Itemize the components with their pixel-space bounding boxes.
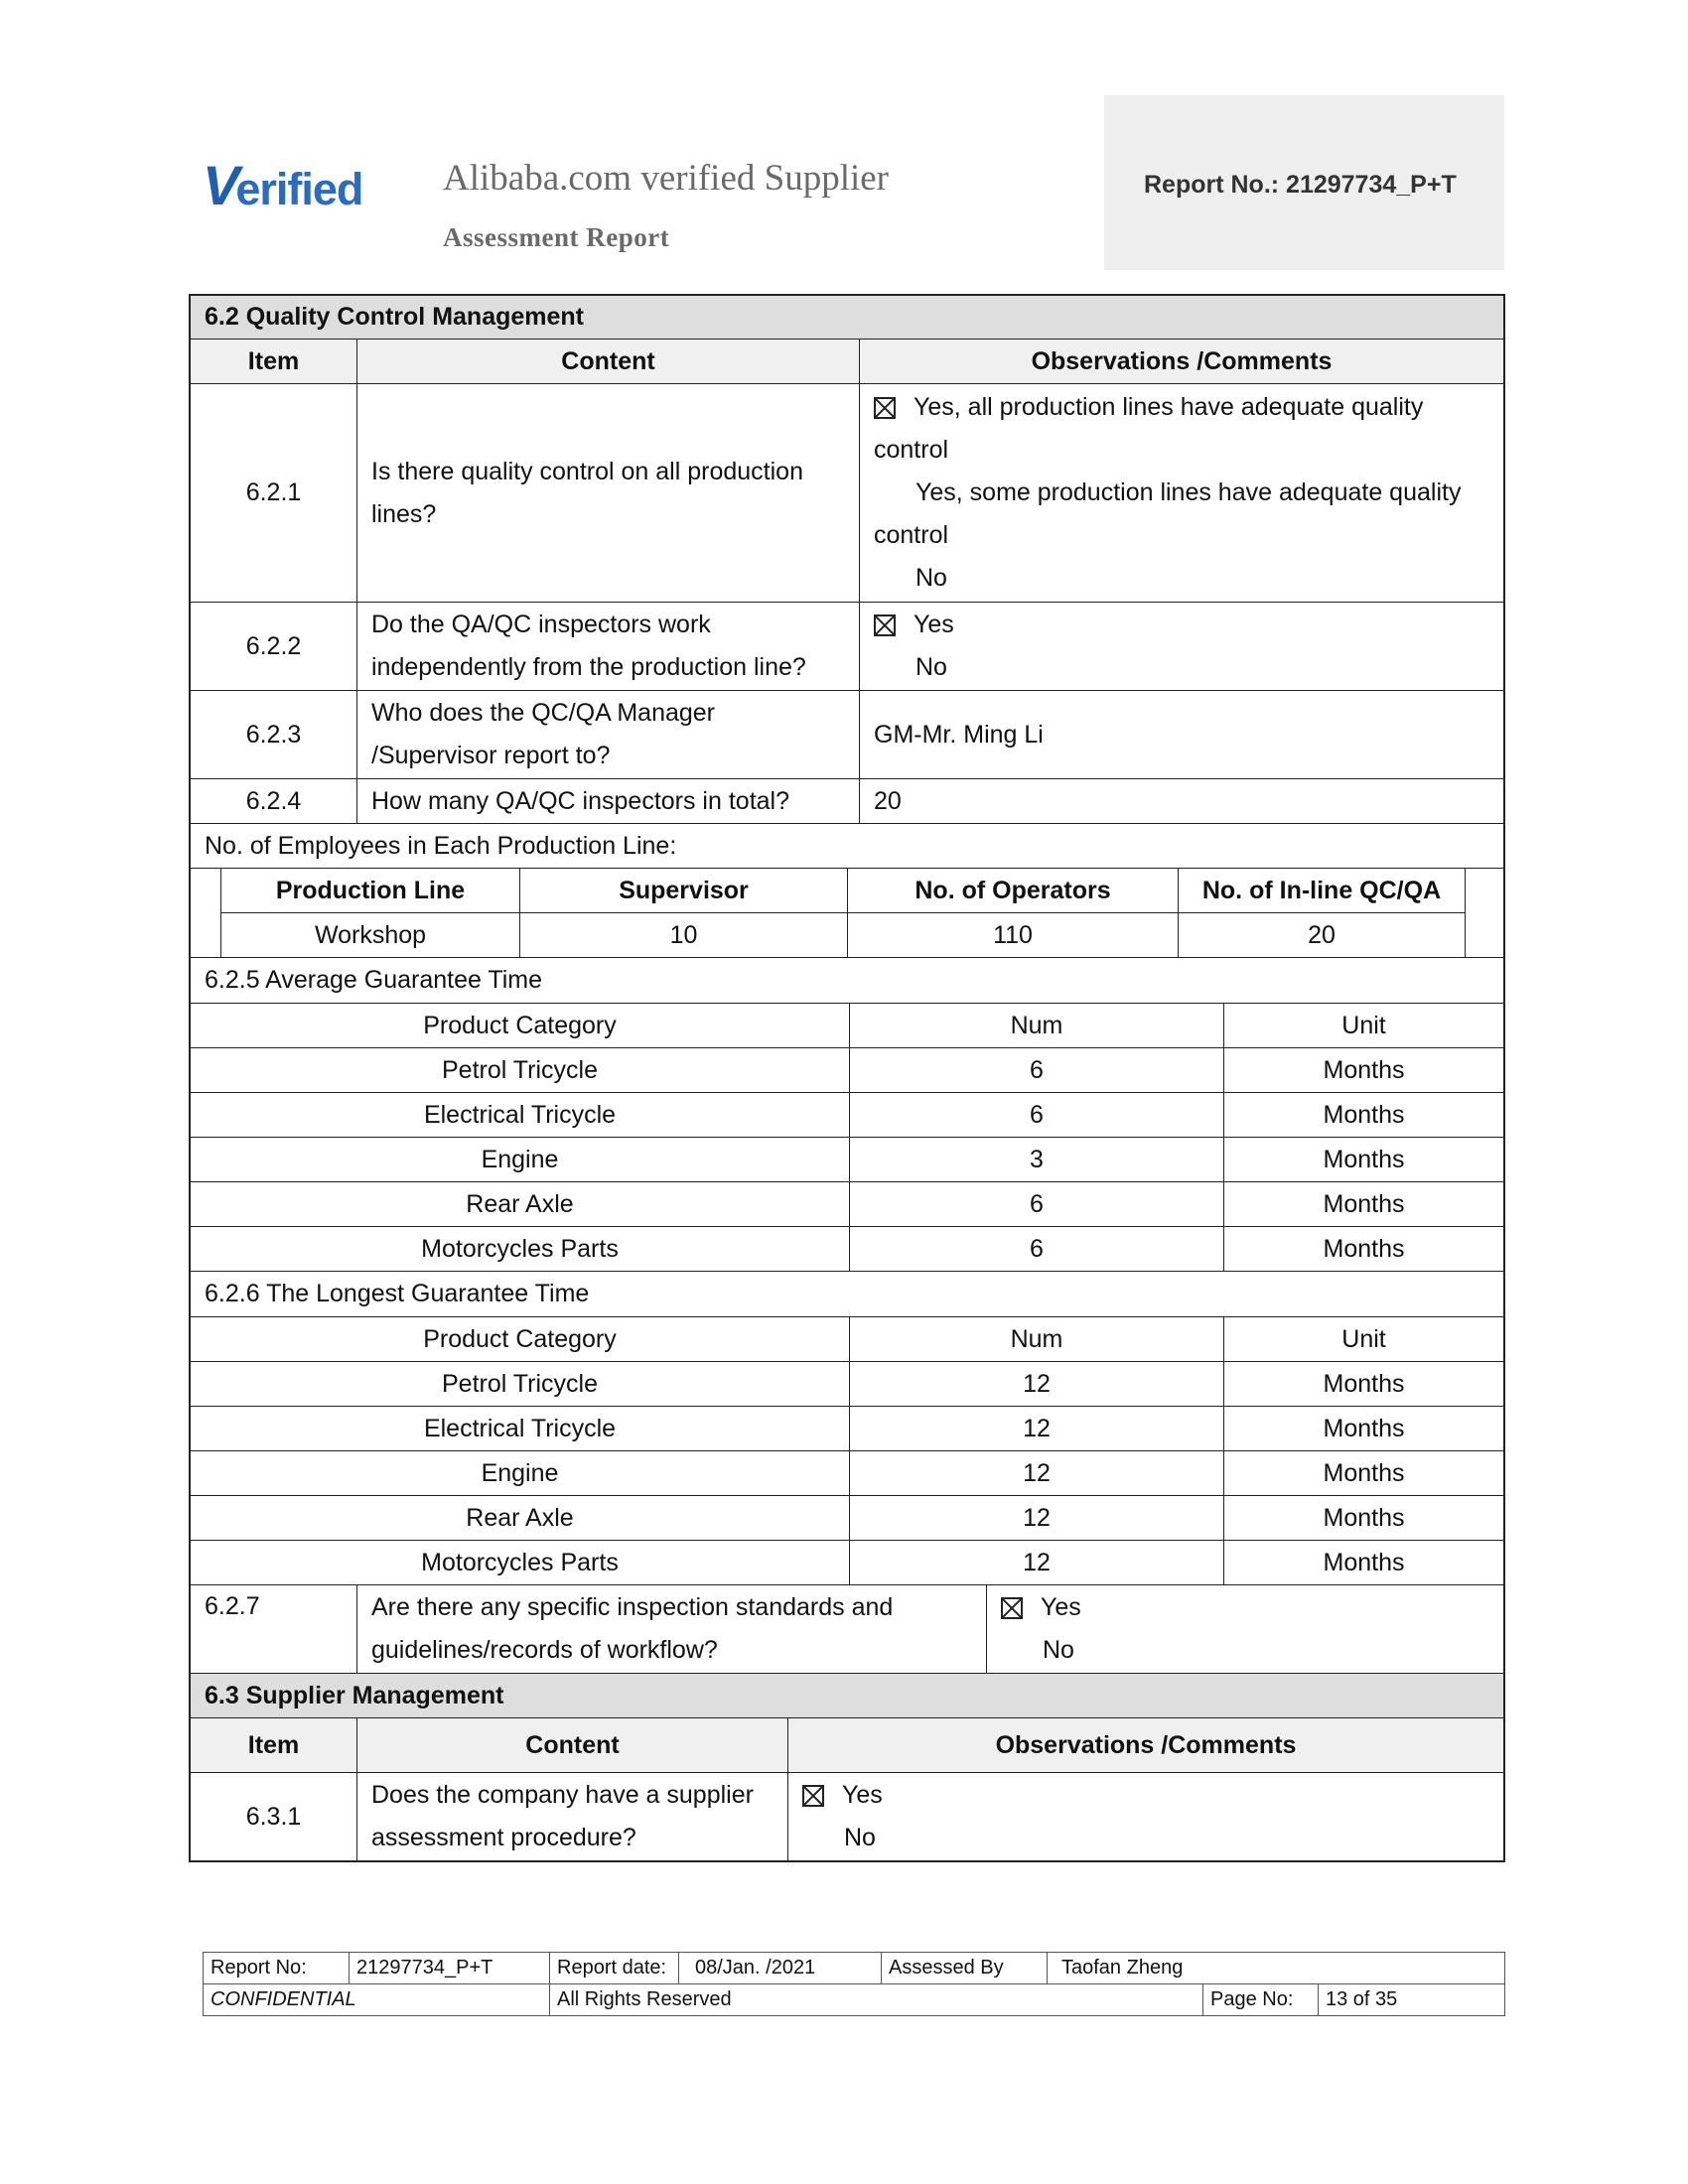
- assessment-table: 6.2 Quality Control Management Item Content Observations /Comments 6.2.1 Is there quality control on all production lines? Yes, all production lines have adequate quality control Yes, some production lines have adequate quality control No 6.2.2 Do the QA/QC inspectors work independently from the production line? Yes No 6.2.3 Who does the QC/QA Manager /Supervisor report to? GM-Mr. Ming Li 6.2.4 How many QA/QC inspectors in total? 20 No. of Employees in Each Production Line: Production Line Supervisor No. of Operators No. of In-line QC/QA Workshop 10 110 20 6.2.5 Average Guarantee Time Product Category Num Unit Petrol Tricycle 6 Months Electrical Tricycle 6 Months Engine 3 Months Rear Axle 6 Months Motorcycles Parts 6 Months 6.2.6 The Longest Guarantee Time Product Category Num Unit Petrol Tricycle 12 Months Electrical Tricycle 12 Months Engine 12 Months Rear Axle 12 Months Motorcycles Parts 12 Months 6.2.7 Are there any specific inspection standards and guidelines/records of workflow? Yes No 6.3 Supplier Management Item Content Observations /Comments 6.3.1 Does the company have a supplier assessment procedure? Yes No: [189, 294, 1505, 1862]
- checked-checkbox-icon: [874, 397, 896, 419]
- table-row: Engine 12 Months: [191, 1451, 1503, 1496]
- table-row: Electrical Tricycle 6 Months: [191, 1093, 1503, 1138]
- table-row: Motorcycles Parts 12 Months: [191, 1541, 1503, 1585]
- checked-checkbox-icon: [874, 614, 896, 636]
- table-row: Rear Axle 6 Months: [191, 1182, 1503, 1227]
- table-row: 6.2.4 How many QA/QC inspectors in total? 20: [191, 779, 1503, 824]
- production-line-table: Production Line Supervisor No. of Operators No. of In-line QC/QA Workshop 10 110 20: [191, 869, 1503, 958]
- checked-checkbox-icon: [802, 1785, 824, 1807]
- table-row: 6.2.3 Who does the QC/QA Manager /Supervisor report to? GM-Mr. Ming Li: [191, 691, 1503, 779]
- table-row: Petrol Tricycle 6 Months: [191, 1048, 1503, 1093]
- employees-title-row: No. of Employees in Each Production Line:: [191, 824, 1503, 869]
- observation: Yes, all production lines have adequate quality control Yes, some production lines have adequate quality control No: [874, 393, 1462, 592]
- report-title: Alibaba.com verified Supplier: [443, 158, 890, 199]
- checked-checkbox-icon: [1001, 1597, 1023, 1619]
- table-row: Rear Axle 12 Months: [191, 1496, 1503, 1541]
- table-row: Engine 3 Months: [191, 1138, 1503, 1182]
- table-row: [191, 384, 1503, 603]
- table-header: Item Content Observations /Comments: [191, 1718, 1503, 1773]
- report-number-box: [1104, 95, 1504, 270]
- table-row: Workshop 10 110 20: [221, 913, 1465, 957]
- report-number: Report No.: 21297734_P+T: [1144, 171, 1457, 199]
- avg-guarantee-title: 6.2.5 Average Guarantee Time: [191, 958, 1503, 1004]
- table-row: 6.2.2 Do the QA/QC inspectors work independently from the production line? Yes No: [191, 603, 1503, 691]
- page-footer: Report No: 21297734_P+T Report date: 08/Jan. /2021 Assessed By Taofan Zheng CONFIDENTIAL All Rights Reserved Page No: 13 of 35: [203, 1952, 1505, 2016]
- verified-logo: Verified: [203, 154, 363, 216]
- table-row: Petrol Tricycle 12 Months: [191, 1362, 1503, 1407]
- table-row: 6.2.7 Are there any specific inspection standards and guidelines/records of workflow? Yes No: [191, 1585, 1503, 1674]
- section-header-quality-control: 6.2 Quality Control Management: [191, 296, 1503, 340]
- report-header: [189, 95, 1504, 270]
- longest-guarantee-title: 6.2.6 The Longest Guarantee Time: [191, 1272, 1503, 1317]
- table-row: Motorcycles Parts 6 Months: [191, 1227, 1503, 1272]
- table-row: 6.3.1 Does the company have a supplier assessment procedure? Yes No: [191, 1773, 1503, 1860]
- table-header: Item Content Observations /Comments: [191, 340, 1503, 384]
- item-number: 6.2.1: [191, 384, 357, 602]
- page-number: 13 of 35: [1326, 1988, 1398, 2010]
- section-header-supplier-management: 6.3 Supplier Management: [191, 1674, 1503, 1718]
- question: Is there quality control on all production lines?: [357, 384, 860, 602]
- table-row: Electrical Tricycle 12 Months: [191, 1407, 1503, 1451]
- report-subtitle: Assessment Report: [443, 222, 670, 252]
